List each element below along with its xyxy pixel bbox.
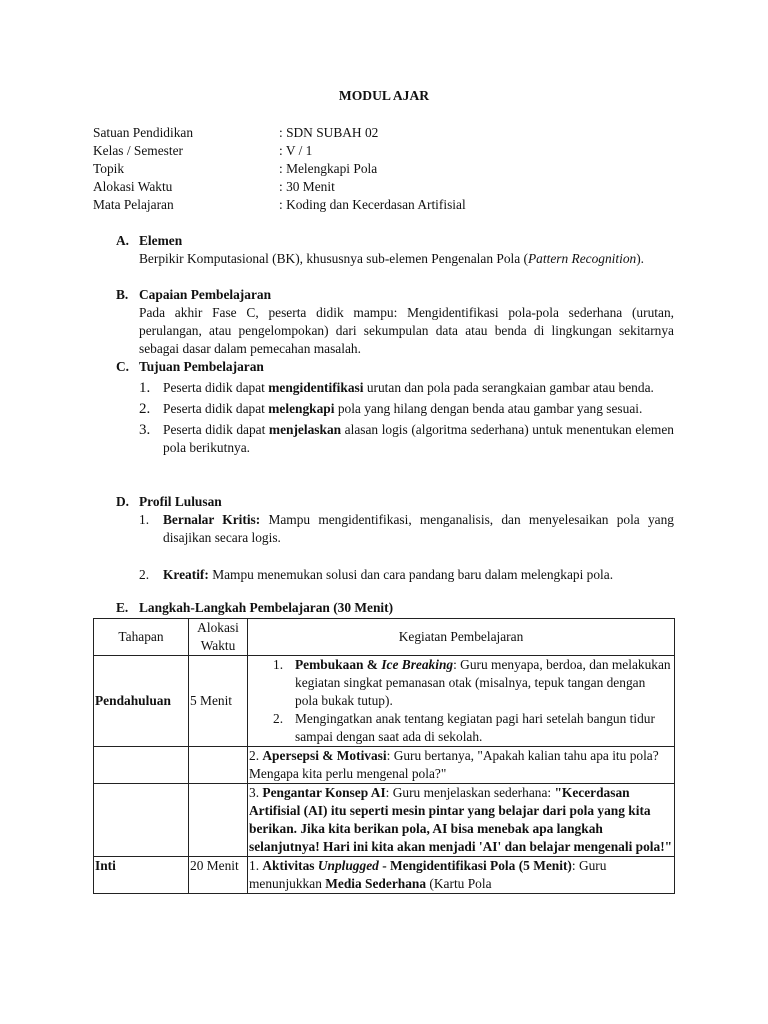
- section-letter: B.: [116, 287, 129, 302]
- section-elemen: [93, 232, 674, 268]
- info-row: [93, 124, 466, 142]
- section-heading: [93, 358, 674, 376]
- section-heading: [93, 599, 674, 617]
- section-letter: D.: [116, 494, 130, 509]
- cell-alokasi: [189, 747, 248, 784]
- info-row: [93, 178, 466, 196]
- info-value: : SDN SUBAH 02: [279, 125, 379, 140]
- table-row: [94, 784, 675, 857]
- section-title: Langkah-Langkah Pembelajaran (30 Menit): [139, 600, 394, 615]
- table-row: [94, 857, 675, 894]
- list-item: 1. Peserta didik dapat mengidentifikasi urutan dan pola pada serangkaian gambar atau benda.: [139, 380, 654, 396]
- list-item: 2. Kreatif: Mampu menemukan solusi dan cara pandang baru dalam melengkapi pola.: [139, 567, 614, 582]
- cell-kegiatan: 1. Aktivitas Unplugged - Mengidentifikasi Pola (5 Menit): Guru menunjukkan Media Sederhana (Kartu Pola: [248, 857, 675, 894]
- section-profil: [93, 493, 674, 584]
- section-letter: C.: [116, 359, 130, 374]
- section-title: Capaian Pembelajaran: [139, 287, 272, 302]
- section-langkah: [93, 599, 674, 617]
- header-alokasi: Alokasi Waktu: [189, 619, 248, 656]
- info-label: Satuan Pendidikan: [93, 125, 194, 140]
- section-capaian: [93, 286, 674, 358]
- section-heading: [93, 286, 674, 304]
- list-item: 1. Bernalar Kritis: Mampu mengidentifikasi, menganalisis, dan menyelesaikan pola yang disajikan secara logis.: [139, 512, 674, 545]
- cell-tahapan: Inti: [94, 857, 189, 894]
- cell-tahapan: Pendahuluan: [94, 656, 189, 747]
- section-text: Berpikir Komputasional (BK), khususnya sub-elemen Pengenalan Pola (Pattern Recognition).: [139, 251, 645, 266]
- info-value: : Koding dan Kecerdasan Artifisial: [279, 197, 466, 212]
- table-row: [94, 656, 675, 747]
- table-header-row: [94, 619, 675, 656]
- section-heading: [93, 232, 674, 250]
- cell-tahapan: [94, 747, 189, 784]
- cell-kegiatan: [248, 656, 675, 747]
- activity-item: 1. Pembukaan & Ice Breaking: Guru menyapa, berdoa, dan melakukan kegiatan singkat pemanasan otak (misalnya, tepuk tangan dengan pola bukak tutup).: [273, 657, 671, 708]
- table-row: [94, 747, 675, 784]
- info-value: : Melengkapi Pola: [279, 161, 378, 176]
- section-title: Profil Lulusan: [139, 494, 222, 509]
- activity-item: 2. Mengingatkan anak tentang kegiatan pagi hari setelah bangun tidur sampai dengan saat ada di sekolah.: [273, 711, 655, 744]
- section-title: Elemen: [139, 233, 183, 248]
- info-row: [93, 160, 466, 178]
- list-item: 2. Peserta didik dapat melengkapi pola yang hilang dengan benda atau gambar yang sesuai.: [139, 401, 643, 417]
- header-kegiatan: Kegiatan Pembelajaran: [248, 619, 675, 656]
- info-label: Kelas / Semester: [93, 143, 183, 158]
- list-item: 3. Peserta didik dapat menjelaskan alasan logis (algoritma sederhana) untuk menentukan elemen pola berikutnya.: [139, 422, 674, 455]
- cell-alokasi: 5 Menit: [189, 656, 248, 747]
- document-title: MODUL AJAR: [338, 88, 430, 103]
- section-letter: A.: [116, 233, 130, 248]
- info-label: Alokasi Waktu: [93, 179, 173, 194]
- info-row: [93, 196, 466, 214]
- info-label: Topik: [93, 161, 125, 176]
- info-row: [93, 142, 466, 160]
- section-tujuan: [93, 358, 674, 457]
- learning-steps-table: [93, 618, 675, 894]
- section-letter: E.: [116, 600, 129, 615]
- header-tahapan: Tahapan: [94, 619, 189, 656]
- info-value: : V / 1: [279, 143, 313, 158]
- section-heading: [93, 493, 674, 511]
- cell-alokasi: [189, 784, 248, 857]
- info-label: Mata Pelajaran: [93, 197, 174, 212]
- cell-kegiatan: 3. Pengantar Konsep AI: Guru menjelaskan sederhana: "Kecerdasan Artifisial (AI) itu seperti mesin pintar yang belajar dari pola yang kita berikan. Jika kita berikan pola, AI bisa menebak apa langkah selanjutnya! Hari ini kita akan menjadi 'AI' dan belajar mengenali pola!": [248, 784, 675, 857]
- section-text: Pada akhir Fase C, peserta didik mampu: Mengidentifikasi pola-pola sederhana (urutan, perulangan, atau pengelompokan) dari sekumpulan data atau benda di lingkungan sekitarnya sebagai dasar dalam pemecahan masalah.: [139, 305, 674, 356]
- cell-alokasi: 20 Menit: [189, 857, 248, 894]
- cell-kegiatan: 2. Apersepsi & Motivasi: Guru bertanya, "Apakah kalian tahu apa itu pola? Mengapa kita perlu mengenal pola?": [248, 747, 675, 784]
- section-title: Tujuan Pembelajaran: [139, 359, 264, 374]
- cell-tahapan: [94, 784, 189, 857]
- info-value: : 30 Menit: [279, 179, 335, 194]
- module-info: [93, 124, 466, 214]
